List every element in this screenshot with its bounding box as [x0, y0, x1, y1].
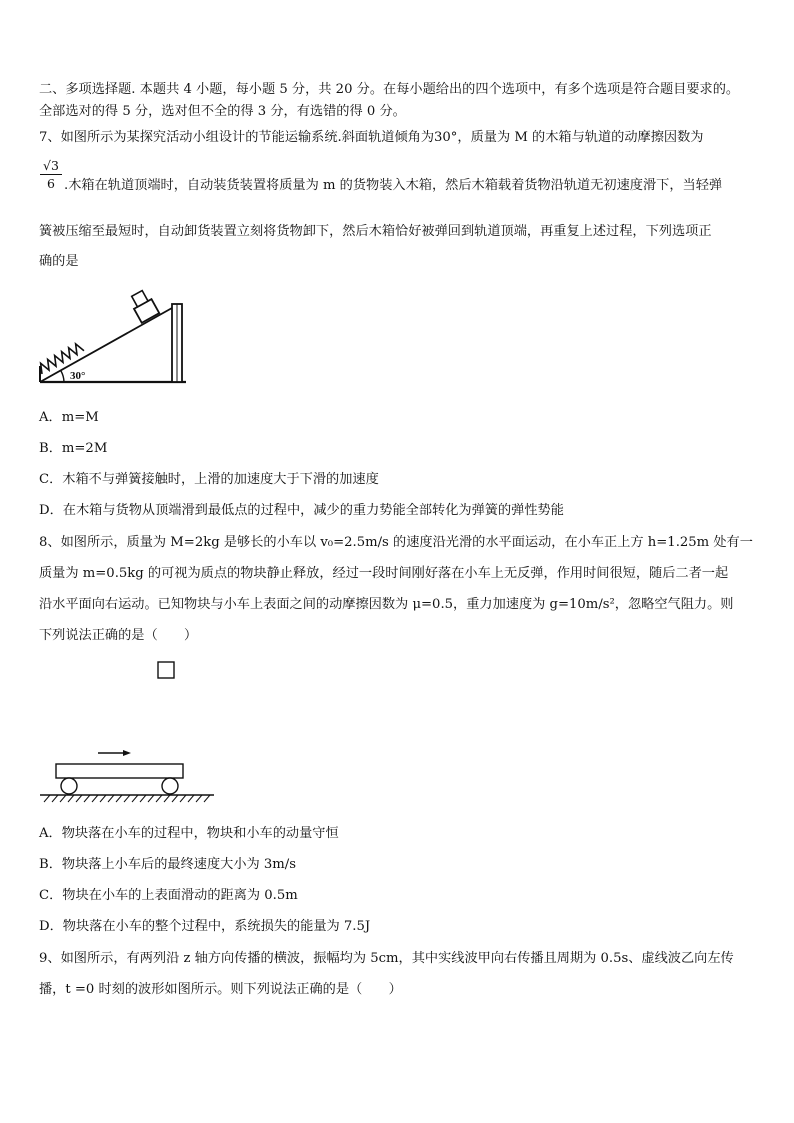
q7-angle-label: 30°: [70, 370, 86, 382]
q7-friction-fraction: [40, 158, 62, 191]
q7-option-c: C．木箱不与弹簧接触时，上滑的加速度大于下滑的加速度: [39, 472, 379, 487]
q8-option-d: D．物块落在小车的整个过程中，系统损失的能量为 7.5J: [39, 919, 371, 934]
q7-stem-line2: .木箱在轨道顶端时，自动装货装置将质量为 m 的货物装入木箱，然后木箱载着货物沿轨道无初速度滑下，当轻弹: [64, 178, 723, 193]
q9-stem-line1: 9、如图所示，有两列沿 z 轴方向传播的横波，振幅均为 5cm，其中实线波甲向右传播且周期为 0.5s、虚线波乙向左传: [39, 951, 734, 966]
q8-stem-line4: 下列说法正确的是（ ）: [39, 628, 198, 643]
q9-stem-line2: 播，t =0 时刻的波形如图所示。则下列说法正确的是（ ）: [39, 982, 402, 997]
q8-option-a: A．物块落在小车的过程中，物块和小车的动量守恒: [39, 826, 339, 841]
q8-option-c: C．物块在小车的上表面滑动的距离为 0.5m: [39, 888, 298, 903]
q7-option-b: B．m=2M: [39, 441, 108, 456]
section-heading-line2: 全部选对的得 5 分，选对但不全的得 3 分，有选错的得 0 分。: [39, 104, 406, 119]
q7-stem-line3: 簧被压缩至最短时，自动卸货装置立刻将货物卸下，然后木箱恰好被弹回到轨道顶端，再重复上述过程，下列选项正: [39, 224, 712, 239]
q7-option-a: A．m=M: [39, 410, 99, 425]
q7-stem-line4: 确的是: [39, 254, 79, 269]
section-heading-line1: 二、多项选择题. 本题共 4 小题，每小题 5 分，共 20 分。在每小题给出的四个选项中，有多个选项是符合题目要求的。: [39, 82, 740, 97]
cart-body: [56, 764, 183, 778]
q8-cart-figure: [36, 658, 218, 804]
q8-option-b: B．物块落上小车后的最终速度大小为 3m/s: [39, 857, 296, 872]
q8-stem-line3: 沿水平面向右运动。已知物块与小车上表面之间的动摩擦因数为 μ=0.5，重力加速度为 g=10m/s²，忽略空气阻力。则: [39, 597, 734, 612]
falling-block: [158, 662, 174, 678]
fraction-denominator: 6: [47, 176, 55, 191]
q8-stem-line1: 8、如图所示，质量为 M=2kg 是够长的小车以 v₀=2.5m/s 的速度沿光滑的水平面运动，在小车正上方 h=1.25m 处有一: [39, 535, 753, 550]
q7-stem-line1: 7、如图所示为某探究活动小组设计的节能运输系统.斜面轨道倾角为30°，质量为 M 的木箱与轨道的动摩擦因数为: [39, 130, 704, 145]
q7-incline-figure: [36, 280, 192, 386]
fraction-numerator: √3: [40, 158, 62, 175]
q8-stem-line2: 质量为 m=0.5kg 的可视为质点的物块静止释放，经过一段时间刚好落在小车上无反弹，作用时间很短，随后二者一起: [39, 566, 729, 581]
q7-option-d: D．在木箱与货物从顶端滑到最低点的过程中，减少的重力势能全部转化为弹簧的弹性势能: [39, 503, 564, 518]
